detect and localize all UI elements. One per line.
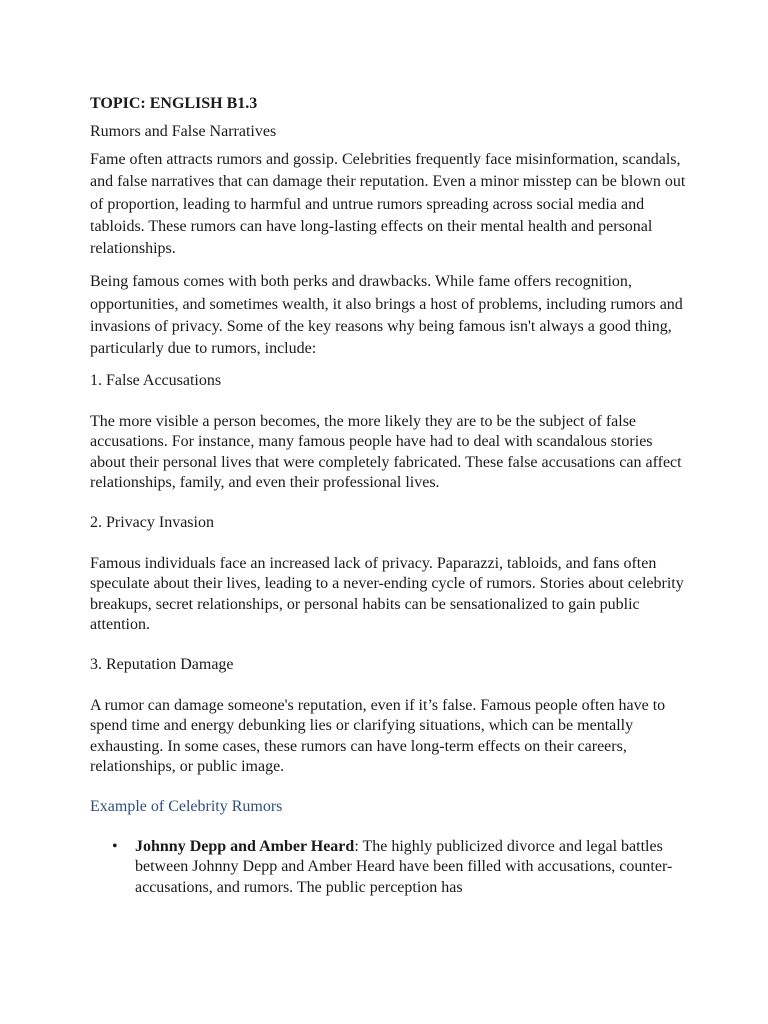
document-subtitle: Rumors and False Narratives bbox=[90, 123, 277, 140]
section-heading-reputation-damage: 3. Reputation Damage bbox=[90, 655, 234, 673]
section-text-privacy-invasion: Famous individuals face an increased lack of privacy. Paparazzi, tabloids, and fans often speculate about their lives, leading to a never-ending cycle of rumors. Stories about celebrity breakups, secret relationships, or personal habits can be sensationalized to gain public attention. bbox=[90, 554, 684, 634]
intro-paragraph-2: Being famous comes with both perks and drawbacks. While fame offers recognition, opportunities, and sometimes wealth, it also brings a host of problems, including rumors and invasions of privacy. Some of the key reasons why being famous isn't always a good thing, particularly due to rumors, include: bbox=[90, 273, 683, 358]
example-text: : The highly publicized divorce and legal battles between Johnny Depp and Amber Heard have been filled with accusations, counter-accusations, and rumors. The public perception has bbox=[135, 837, 673, 896]
document-page bbox=[90, 93, 690, 898]
section-text-reputation-damage: A rumor can damage someone's reputation, even if it’s false. Famous people often have to spend time and energy debunking lies or clarifying situations, which can be mentally exhausting. In some cases, these rumors can have long-term effects on their careers, relationships, or public image. bbox=[90, 696, 666, 776]
section-heading-false-accusations: 1. False Accusations bbox=[90, 371, 222, 389]
list-item bbox=[90, 837, 690, 899]
section-heading-privacy-invasion: 2. Privacy Invasion bbox=[90, 513, 214, 531]
examples-list bbox=[90, 837, 690, 899]
topic-title: TOPIC: ENGLISH B1.3 bbox=[90, 95, 258, 112]
bullet-icon: • bbox=[112, 837, 118, 855]
intro-paragraph-1: Fame often attracts rumors and gossip. Celebrities frequently face misinformation, scandals, and false narratives that can damage their reputation. Even a minor misstep can be blown out of proportion, leading to harmful and untrue rumors spreading across social media and tabloids. These rumors can have long-lasting effects on their mental health and personal relationships. bbox=[90, 151, 686, 258]
section-text-false-accusations: The more visible a person becomes, the more likely they are to be the subject of false accusations. For instance, many famous people have had to deal with scandalous stories about their personal lives that were completely fabricated. These false accusations can affect relationships, family, and even their professional lives. bbox=[90, 412, 682, 492]
example-heading: Example of Celebrity Rumors bbox=[90, 797, 283, 815]
example-name: Johnny Depp and Amber Heard bbox=[135, 837, 355, 855]
